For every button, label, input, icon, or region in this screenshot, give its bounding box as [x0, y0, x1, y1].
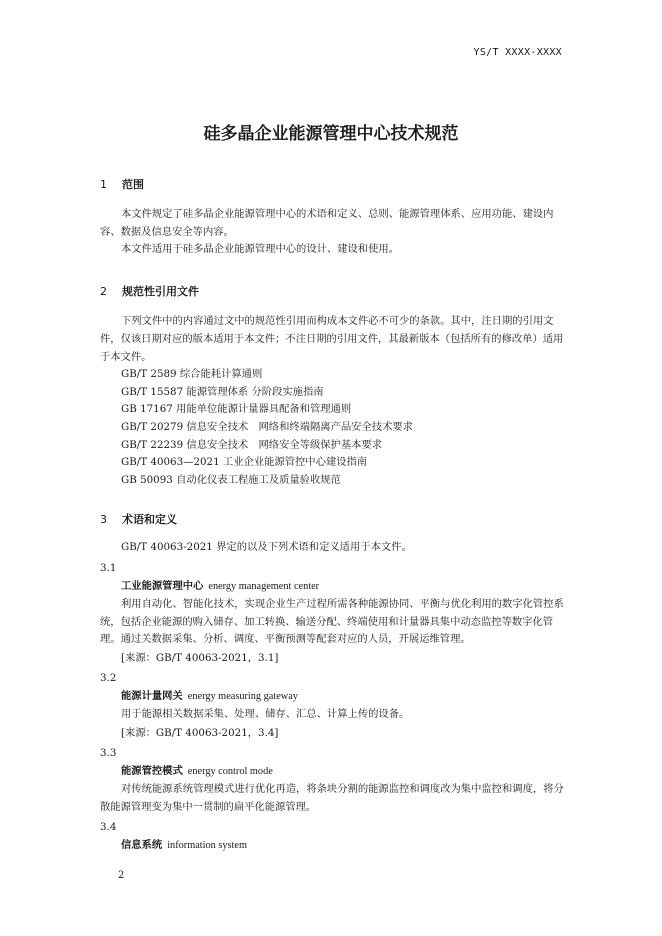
term-source: [来源：GB/T 40063-2021，3.4] — [121, 726, 279, 739]
term-zh: 信息系统 — [121, 839, 163, 852]
term-number: 3.4 — [100, 821, 117, 834]
reference-item: GB/T 20279 信息安全技术 网络和终端隔离产品安全技术要求 — [121, 421, 413, 433]
document-title: 硅多晶企业能源管理中心技术规范 — [203, 124, 459, 144]
section-title: 规范性引用文件 — [122, 285, 199, 299]
reference-item: GB/T 22239 信息安全技术 网络安全等级保护基本要求 — [121, 438, 383, 451]
term-name — [100, 836, 570, 855]
reference-item: GB/T 2589 综合能耗计算通则 — [121, 368, 263, 381]
term-number: 3.2 — [100, 672, 117, 685]
term-definition: 对传统能源系统管理模式进行优化再造，将条块分割的能源监控和调度改为集中监控和调度，将分散能源管理变为集中一贯制的扁平化能源管理。 — [100, 782, 564, 813]
section-number: 3 — [100, 513, 107, 527]
reference-item: GB 17167 用能单位能源计量器具配备和管理通则 — [121, 403, 352, 416]
paragraph: 本文件适用于硅多晶企业能源管理中心的设计、建设和使用。 — [121, 243, 400, 256]
term-definition: 用于能源相关数据采集、处理、储存、汇总、计算上传的设备。 — [121, 708, 410, 721]
term-zh: 能源管控模式 — [121, 764, 183, 777]
reference-item: GB/T 15587 能源管理体系 分阶段实施指南 — [121, 385, 324, 398]
paragraph: GB/T 40063-2021 界定的以及下列术语和定义适用于本文件。 — [121, 541, 412, 554]
standard-code: YS/T XXXX-XXXX — [473, 47, 562, 58]
term-source: [来源：GB/T 40063-2021，3.1] — [121, 652, 279, 665]
section-1-heading — [100, 176, 570, 192]
term-number: 3.3 — [100, 746, 117, 759]
term-number: 3.1 — [100, 562, 117, 575]
section-2-heading — [100, 283, 570, 299]
term-zh: 工业能源管理中心 — [121, 580, 204, 593]
reference-item: GB/T 40063—2021 工业企业能源管控中心建设指南 — [121, 456, 368, 469]
term-en: energy management center — [208, 581, 320, 593]
term-name — [100, 577, 570, 596]
term-name — [100, 762, 570, 781]
section-title: 术语和定义 — [122, 513, 177, 527]
term-name — [100, 687, 570, 706]
paragraph: 下列文件中的内容通过文中的规范性引用而构成本文件必不可少的条款。其中，注日期的引用文件，仅该日期对应的版本适用于本文件；不注日期的引用文件，其最新版本（包括所有的修改单）适用于本文件。 — [100, 315, 564, 363]
section-3-heading — [100, 511, 570, 527]
term-en: information system — [167, 840, 247, 852]
section-number: 1 — [100, 178, 107, 191]
section-number: 2 — [100, 285, 107, 299]
term-definition: 利用自动化、智能化技术，实现企业生产过程所需各种能源协同、平衡与优化利用的数字化管控系统，包括企业能源的购入储存、加工转换、输送分配、终端使用和计量器具集中动态监控等数字化管理。通过关数据采集、分析、调度、平衡预测等配套对应的人员，开展运维管理。 — [100, 598, 564, 646]
section-title: 范围 — [122, 178, 144, 191]
document-body — [100, 176, 570, 855]
term-en: energy control mode — [187, 765, 273, 777]
term-en: energy measuring gateway — [187, 691, 298, 703]
page-number: 2 — [118, 870, 125, 881]
reference-item: GB 50093 自动化仪表工程施工及质量验收规范 — [121, 473, 341, 486]
paragraph: 本文件规定了硅多晶企业能源管理中心的术语和定义、总则、能源管理体系、应用功能、建设内容、数据及信息安全等内容。 — [100, 208, 554, 238]
term-zh: 能源计量网关 — [121, 690, 183, 703]
